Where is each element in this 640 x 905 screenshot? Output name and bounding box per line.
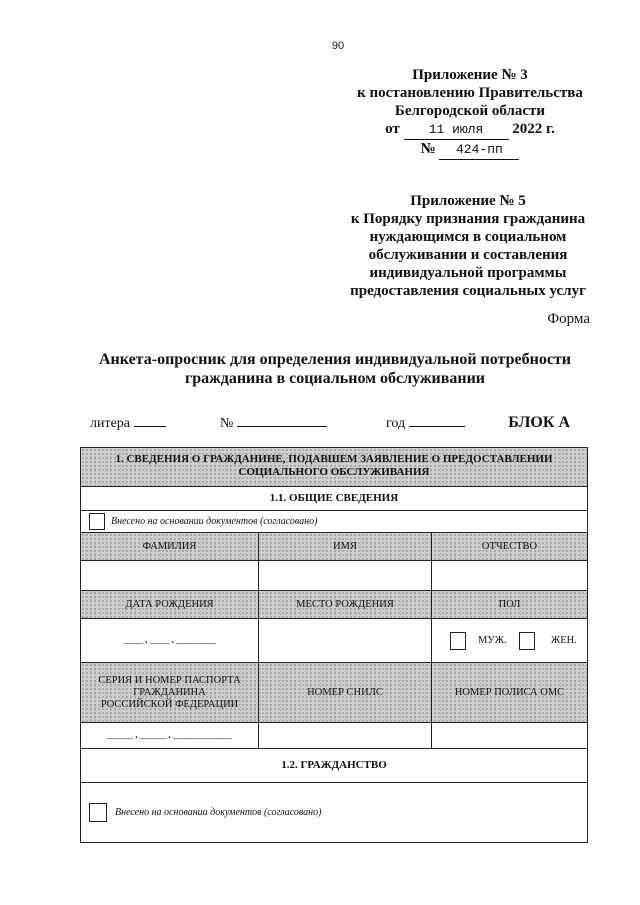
surname-input[interactable] (81, 561, 258, 590)
form-table (80, 447, 588, 843)
citizenship-checkbox[interactable] (89, 803, 107, 822)
document-title-line2: гражданина в социальном обслуживании (184, 370, 486, 387)
number-field (220, 416, 327, 432)
appendix-5-line: предоставления социальных услуг (350, 283, 586, 299)
female-label: ЖЕН. (550, 634, 577, 646)
passport-header (81, 663, 258, 722)
passport-header-line1: СЕРИЯ И НОМЕР ПАСПОРТА (98, 674, 241, 686)
form-label: Форма (547, 311, 590, 327)
meta-number-label: № (220, 416, 234, 431)
number-label: № (420, 141, 436, 157)
litera-label: литера (90, 416, 131, 431)
gender-options (431, 619, 587, 662)
from-label: от (385, 121, 400, 137)
meta-year-label: год (386, 416, 406, 431)
gender-header: ПОЛ (431, 591, 587, 618)
appendix-5-line: к Порядку признания гражданина (350, 211, 586, 227)
oms-input[interactable] (431, 723, 587, 748)
appendix-3-header (320, 66, 620, 160)
snils-header: НОМЕР СНИЛС (258, 663, 431, 722)
female-checkbox[interactable] (519, 632, 535, 650)
appendix-5-line: индивидуальной программы (369, 265, 567, 281)
confirmed-checkbox[interactable] (89, 513, 105, 530)
snils-input[interactable] (258, 723, 431, 748)
litera-blank[interactable] (134, 426, 166, 427)
subsection-1-1-header: 1.1. ОБЩИЕ СВЕДЕНИЯ (81, 486, 587, 510)
confirmed-row (81, 510, 587, 532)
patronymic-header: ОТЧЕСТВО (431, 533, 587, 560)
oms-header: НОМЕР ПОЛИСА ОМС (431, 663, 587, 722)
passport-header-line3: РОССИЙСКОЙ ФЕДЕРАЦИИ (100, 698, 239, 710)
section-1-title-line2: СОЦИАЛЬНОГО ОБСЛУЖИВАНИЯ (238, 466, 430, 478)
subsection-1-2-header: 1.2. ГРАЖДАНСТВО (81, 748, 587, 782)
male-label: МУЖ. (478, 634, 507, 646)
document-title (80, 350, 590, 388)
surname-header: ФАМИЛИЯ (142, 540, 197, 552)
appendix-3-line2: Белгородской области (394, 103, 546, 119)
citizenship-row (81, 782, 587, 842)
litera-field (90, 416, 166, 432)
page-number: 90 (331, 40, 345, 52)
number-blank[interactable] (237, 426, 327, 427)
document-title-line1: Анкета-опросник для определения индивидуальной потребности (98, 351, 572, 368)
birth-date-header: ДАТА РОЖДЕНИЯ (125, 598, 214, 610)
birth-header-row (81, 590, 587, 618)
appendix-5-line: обслуживании и составления (368, 247, 568, 263)
appendix-5-header (318, 192, 618, 300)
appendix-3-line1: к постановлению Правительства (357, 85, 583, 101)
section-1-header (81, 448, 587, 486)
appendix-3-title: Приложение № 3 (412, 67, 528, 83)
confirmed-note: Внесено на основании документов (согласовано) (111, 516, 318, 527)
firstname-input[interactable] (258, 561, 431, 590)
document-header-row (81, 662, 587, 722)
appendix-3-number-line (320, 140, 620, 160)
firstname-header: ИМЯ (258, 533, 431, 560)
passport-input[interactable]: ____.____._________ (106, 729, 233, 742)
birth-date-input[interactable]: ___.___.______ (123, 634, 216, 647)
birth-place-input[interactable] (258, 619, 431, 662)
name-header-row (81, 532, 587, 560)
number-fill: 424-пп (439, 141, 519, 160)
document-input-row (81, 722, 587, 748)
birth-input-row (81, 618, 587, 662)
year-blank[interactable] (409, 426, 465, 427)
appendix-3-date-line (320, 120, 620, 140)
block-label: БЛОК А (508, 414, 570, 431)
birth-place-header: МЕСТО РОЖДЕНИЯ (258, 591, 431, 618)
patronymic-input[interactable] (431, 561, 587, 590)
appendix-5-line: нуждающимся в социальном (369, 229, 567, 245)
appendix-5-title: Приложение № 5 (410, 193, 526, 209)
passport-header-line2: ГРАЖДАНИНА (133, 686, 206, 698)
year-field (386, 416, 465, 432)
year-label: 2022 г. (512, 121, 555, 137)
date-fill: 11 июля (404, 121, 509, 140)
male-checkbox[interactable] (450, 632, 466, 650)
name-input-row (81, 560, 587, 590)
section-1-title-line1: 1. СВЕДЕНИЯ О ГРАЖДАНИНЕ, ПОДАВШЕМ ЗАЯВЛЕНИЕ О ПРЕДОСТАВЛЕНИИ (115, 453, 553, 465)
citizenship-note: Внесено на основании документов (согласовано) (115, 807, 322, 818)
